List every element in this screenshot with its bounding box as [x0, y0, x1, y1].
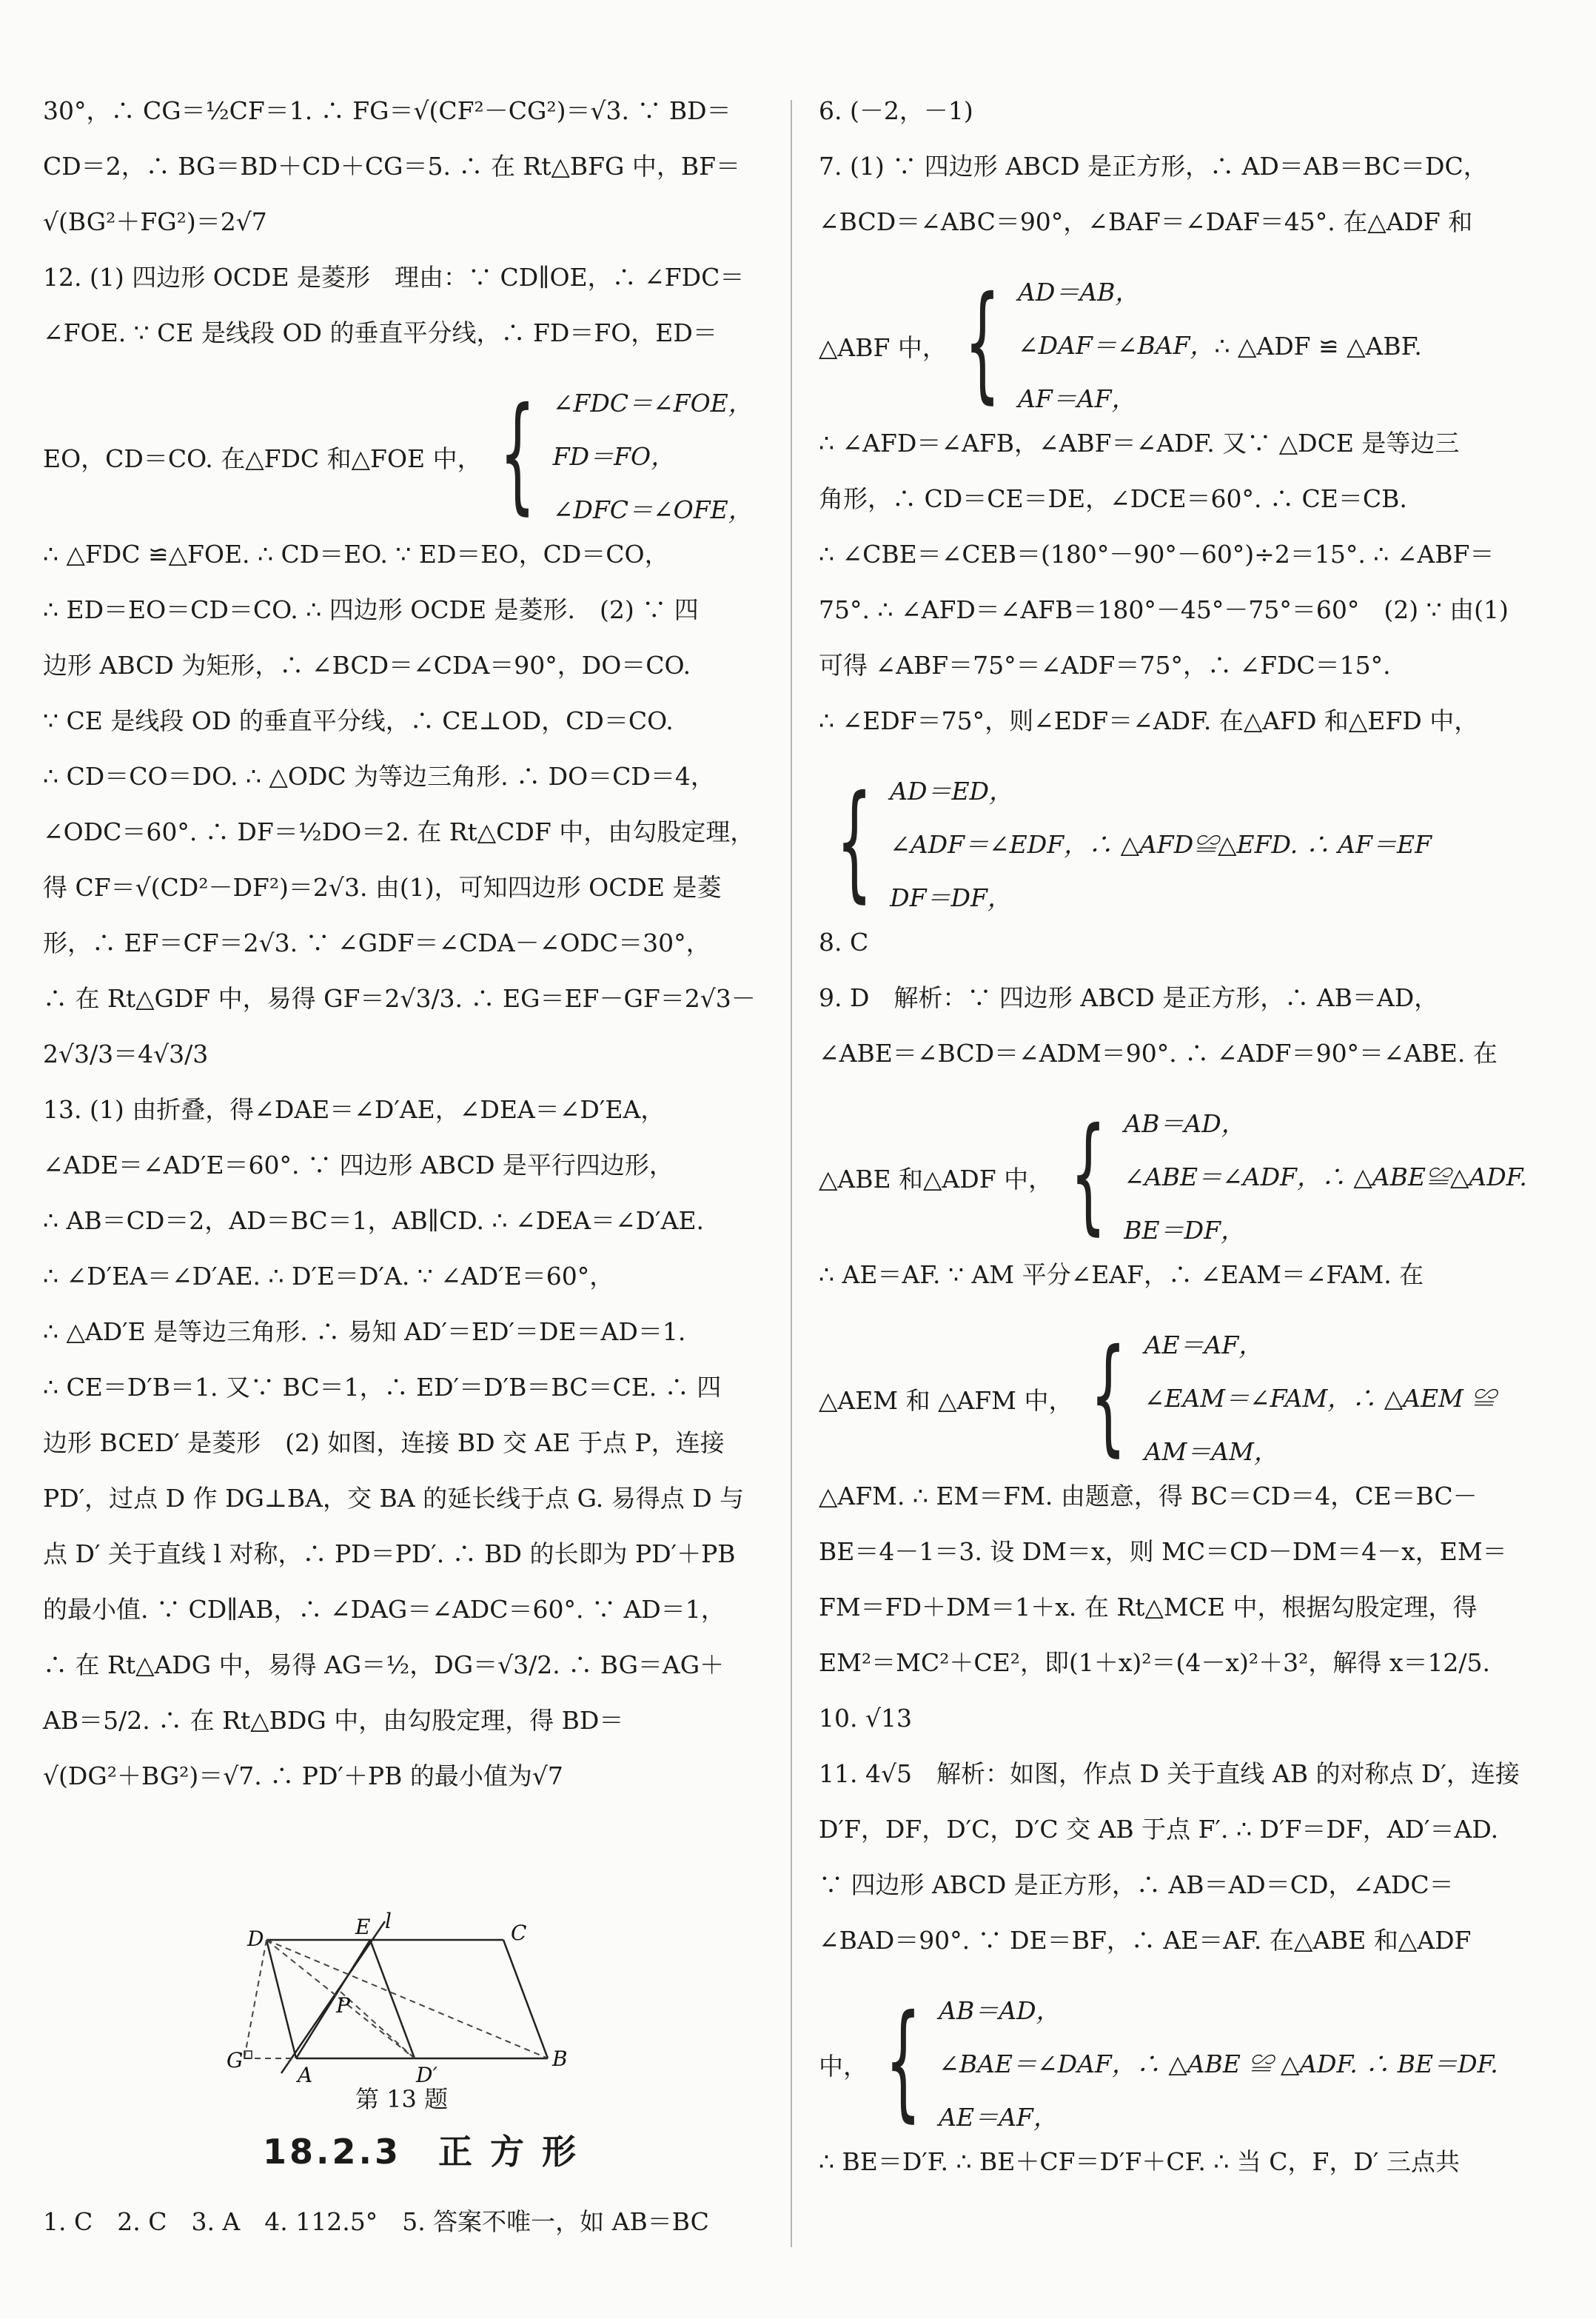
system-row: AF＝AF， — [1018, 384, 1136, 413]
label-E: E — [355, 1915, 371, 1939]
text-line: ∵ 四边形 ABCD 是正方形，∴ AB＝AD＝CD，∠ADC＝ — [819, 1870, 1454, 1899]
edge-CB — [503, 1940, 548, 2058]
system-row: ∠EAM＝∠FAM，∴ △AEM ≌ — [1144, 1384, 1496, 1413]
text-line: ∠FOE. ∵ CE 是线段 OD 的垂直平分线，∴ FD＝FO，ED＝ — [43, 318, 717, 347]
system-prefix: 中， — [819, 2051, 868, 2081]
equation-system — [819, 266, 1540, 426]
dashed-PD2 — [341, 1992, 415, 2058]
text-line: ∴ CD＝CO＝DO. ∴ △ODC 为等边三角形. ∴ DO＝CD＝4， — [43, 762, 715, 791]
text-line: 6. (－2，－1) — [819, 96, 973, 125]
brace: { — [499, 381, 536, 527]
system-row: ∠ABE＝∠ADF，∴ △ABE≌△ADF. — [1124, 1162, 1527, 1191]
figure-caption: 第 13 题 — [355, 2085, 449, 2113]
label-C: C — [511, 1921, 527, 1945]
text-line: √(BG²＋FG²)＝2√7 — [43, 207, 267, 236]
brace: { — [964, 270, 1001, 416]
text-line: PD′，过点 D 作 DG⊥BA，交 BA 的延长线于点 G. 易得点 D 与 — [43, 1484, 745, 1513]
left-column — [43, 96, 765, 1817]
label-G: G — [227, 2048, 244, 2072]
label-P: P — [336, 1993, 350, 2018]
text-line: ∵ CE 是线段 OD 的垂直平分线，∴ CE⊥OD，CD＝CO. — [43, 706, 674, 735]
system-row: FD＝FO， — [552, 442, 676, 471]
text-line: 11. 4√5 解析：如图，作点 D 关于直线 AB 的对称点 D′，连接 — [819, 1759, 1520, 1788]
text-line: BE＝4－1＝3. 设 DM＝x，则 MC＝CD－DM＝4－x，EM＝ — [819, 1537, 1507, 1566]
text-line: 30°，∴ CG＝½CF＝1. ∴ FG＝√(CF²－CG²)＝√3. ∵ BD＝ — [43, 96, 731, 125]
text-line: D′F，DF，D′C，D′C 交 AB 于点 F′. ∴ D′F＝DF，AD′＝AD. — [819, 1815, 1499, 1844]
system-row: AB＝AD， — [1124, 1109, 1246, 1138]
text-line: ∴ △FDC ≌△FOE. ∴ CD＝EO. ∵ ED＝EO，CD＝CO， — [43, 540, 669, 569]
label-D: D — [247, 1927, 264, 1951]
right-column — [819, 96, 1540, 2203]
text-line: 边形 BCED′ 是菱形 (2) 如图，连接 BD 交 AE 于点 P，连接 — [43, 1428, 725, 1457]
column-divider — [791, 100, 792, 2247]
section-title: 18.2.3 正 方 形 — [263, 2132, 580, 2172]
label-B: B — [552, 2047, 568, 2071]
system-rows — [1144, 1319, 1496, 1479]
system-row: ∠BAE＝∠DAF，∴ △ABE ≌ △ADF. ∴ BE＝DF. — [939, 2049, 1498, 2078]
brace: { — [836, 769, 873, 915]
text-line: 2√3/3＝4√3/3 — [43, 1040, 209, 1068]
text-line: ∠BCD＝∠ABC＝90°，∠BAF＝∠DAF＝45°. 在△ADF 和 — [819, 207, 1473, 236]
system-prefix: △AEM 和 △AFM 中， — [819, 1385, 1073, 1415]
edge-DA — [266, 1940, 296, 2058]
text-line: 10. √13 — [819, 1704, 912, 1733]
brace: { — [885, 1988, 922, 2135]
text-line: ∴ ∠AFD＝∠AFB，∠ABF＝∠ADF. 又∵ △DCE 是等边三 — [819, 429, 1460, 458]
dashed-DG — [244, 1940, 266, 2058]
system-row: AD＝AB， — [1018, 278, 1140, 307]
text-line: 7. (1) ∵ 四边形 ABCD 是正方形，∴ AD＝AB＝BC＝DC， — [819, 152, 1488, 181]
system-rows — [890, 765, 1432, 925]
system-row: AE＝AF， — [939, 2103, 1058, 2132]
equation-system — [819, 1984, 1540, 2144]
text-line: ∴ ∠EDF＝75°，则∠EDF＝∠ADF. 在△AFD 和△EFD 中， — [819, 706, 1479, 735]
system-row: ∠ADF＝∠EDF，∴ △AFD≌△EFD. ∴ AF＝EF — [890, 830, 1432, 859]
system-prefix: △ABE 和△ADF 中， — [819, 1164, 1053, 1194]
equation-system — [819, 1097, 1540, 1257]
label-l: l — [385, 1909, 392, 1933]
system-row: BE＝DF， — [1124, 1216, 1245, 1245]
system-rows — [1018, 266, 1214, 426]
text-line: ∴ CE＝D′B＝1. 又∵ BC＝1，∴ ED′＝D′B＝BC＝CE. ∴ 四 — [43, 1373, 722, 1402]
text-line: 13. (1) 由折叠，得∠DAE＝∠D′AE，∠DEA＝∠D′EA， — [43, 1095, 665, 1124]
system-row: DF＝DF， — [890, 883, 1012, 912]
brace: { — [1090, 1322, 1127, 1469]
text-line: FM＝FD＋DM＝1＋x. 在 Rt△MCE 中，根据勾股定理，得 — [819, 1593, 1478, 1622]
text-line: CD＝2，∴ BG＝BD＋CD＋CG＝5. ∴ 在 Rt△BFG 中，BF＝ — [43, 152, 741, 181]
text-line: 边形 ABCD 为矩形，∴ ∠BCD＝∠CDA＝90°，DO＝CO. — [43, 651, 691, 680]
text-line: ∴ △AD′E 是等边三角形. ∴ 易知 AD′＝ED′＝DE＝AD＝1. — [43, 1317, 686, 1346]
system-row: AD＝ED， — [890, 777, 1014, 806]
text-line: 的最小值. ∵ CD∥AB，∴ ∠DAG＝∠ADC＝60°. ∵ AD＝1， — [43, 1595, 725, 1624]
text-line: 9. D 解析：∵ 四边形 ABCD 是正方形，∴ AB＝AD， — [819, 983, 1439, 1012]
system-row: ∠DFC＝∠OFE， — [552, 495, 753, 524]
line-l — [281, 1921, 385, 2073]
multiple-choice-answers: 1. C 2. C 3. A 4. 112.5° 5. 答案不唯一，如 AB＝BC — [43, 2207, 709, 2236]
text-line: ∴ 在 Rt△ADG 中，易得 AG＝½，DG＝√3/2. ∴ BG＝AG＋ — [43, 1650, 725, 1679]
system-rows — [939, 1984, 1498, 2144]
text-line: EM²＝MC²＋CE²，即(1＋x)²＝(4－x)²＋3²，解得 x＝12/5. — [819, 1648, 1491, 1677]
text-line: 75°. ∴ ∠AFD＝∠AFB＝180°－45°－75°＝60° (2) ∵ 由(1) — [819, 595, 1509, 624]
text-line: AB＝5/2. ∴ 在 Rt△BDG 中，由勾股定理，得 BD＝ — [43, 1706, 624, 1735]
brace: { — [1070, 1101, 1107, 1248]
text-line: ∴ BE＝D′F. ∴ BE＋CF＝D′F＋CF. ∴ 当 C，F，D′ 三点共 — [819, 2147, 1460, 2176]
system-prefix: △ABF 中， — [819, 332, 947, 362]
label-A: A — [298, 2063, 313, 2087]
label-D-prime: D′ — [416, 2063, 437, 2087]
text-line: 8. C — [819, 928, 869, 957]
text-line: ∴ ED＝EO＝CD＝CO. ∴ 四边形 OCDE 是菱形. (2) ∵ 四 — [43, 595, 699, 624]
text-line: ∴ AB＝CD＝2，AD＝BC＝1，AB∥CD. ∴ ∠DEA＝∠D′AE. — [43, 1206, 705, 1235]
text-line: 得 CF＝√(CD²－DF²)＝2√3. 由(1)，可知四边形 OCDE 是菱 — [43, 873, 722, 902]
text-line: ∠BAD＝90°. ∵ DE＝BF，∴ AE＝AF. 在△ABE 和△ADF — [819, 1926, 1472, 1955]
system-prefix: EO，CD＝CO. 在△FDC 和△FOE 中， — [43, 444, 482, 473]
system-conclusion: ∴ △ADF ≌ △ABF. — [1214, 331, 1422, 361]
text-line: ∠ODC＝60°. ∴ DF＝½DO＝2. 在 Rt△CDF 中，由勾股定理， — [43, 817, 755, 846]
text-line: 可得 ∠ABF＝75°＝∠ADF＝75°，∴ ∠FDC＝15°. — [819, 651, 1391, 680]
text-line: √(DG²＋BG²)＝√7. ∴ PD′＋PB 的最小值为√7 — [43, 1761, 563, 1790]
equation-system — [819, 1319, 1540, 1479]
equation-system — [43, 377, 765, 537]
text-line: ∴ AE＝AF. ∵ AM 平分∠EAF，∴ ∠EAM＝∠FAM. 在 — [819, 1260, 1424, 1289]
text-line: ∠ABE＝∠BCD＝∠ADM＝90°. ∴ ∠ADF＝90°＝∠ABE. 在 — [819, 1039, 1498, 1068]
system-rows — [1124, 1097, 1527, 1257]
text-line: 12. (1) 四边形 OCDE 是菱形 理由：∵ CD∥OE，∴ ∠FDC＝ — [43, 263, 745, 292]
system-row: AE＝AF， — [1144, 1331, 1264, 1359]
text-line: ∠ADE＝∠AD′E＝60°. ∵ 四边形 ABCD 是平行四边形， — [43, 1151, 674, 1179]
text-line: ∴ 在 Rt△GDF 中，易得 GF＝2√3/3. ∴ EG＝EF－GF＝2√3－ — [43, 984, 756, 1013]
system-rows — [553, 377, 753, 537]
text-line: 点 D′ 关于直线 l 对称，∴ PD＝PD′. ∴ BD 的长即为 PD′＋PB — [43, 1539, 736, 1568]
text-line: 角形，∴ CD＝CE＝DE，∠DCE＝60°. ∴ CE＝CB. — [819, 484, 1407, 513]
text-line: ∴ ∠CBE＝∠CEB＝(180°－90°－60°)÷2＝15°. ∴ ∠ABF＝ — [819, 540, 1495, 569]
system-row: AB＝AD， — [939, 1996, 1061, 2025]
text-line: ∴ ∠D′EA＝∠D′AE. ∴ D′E＝D′A. ∵ ∠AD′E＝60°， — [43, 1262, 614, 1291]
equation-system — [819, 765, 1540, 925]
text-line: △AFM. ∴ EM＝FM. 由题意，得 BC＝CD＝4，CE＝BC－ — [819, 1482, 1478, 1510]
system-row: AM＝AM， — [1144, 1437, 1278, 1466]
system-row: ∠FDC＝∠FOE， — [552, 389, 753, 418]
system-row: ∠DAF＝∠BAF， — [1018, 331, 1215, 360]
text-line: 形，∴ EF＝CF＝2√3. ∵ ∠GDF＝∠CDA－∠ODC＝30°， — [43, 928, 711, 957]
